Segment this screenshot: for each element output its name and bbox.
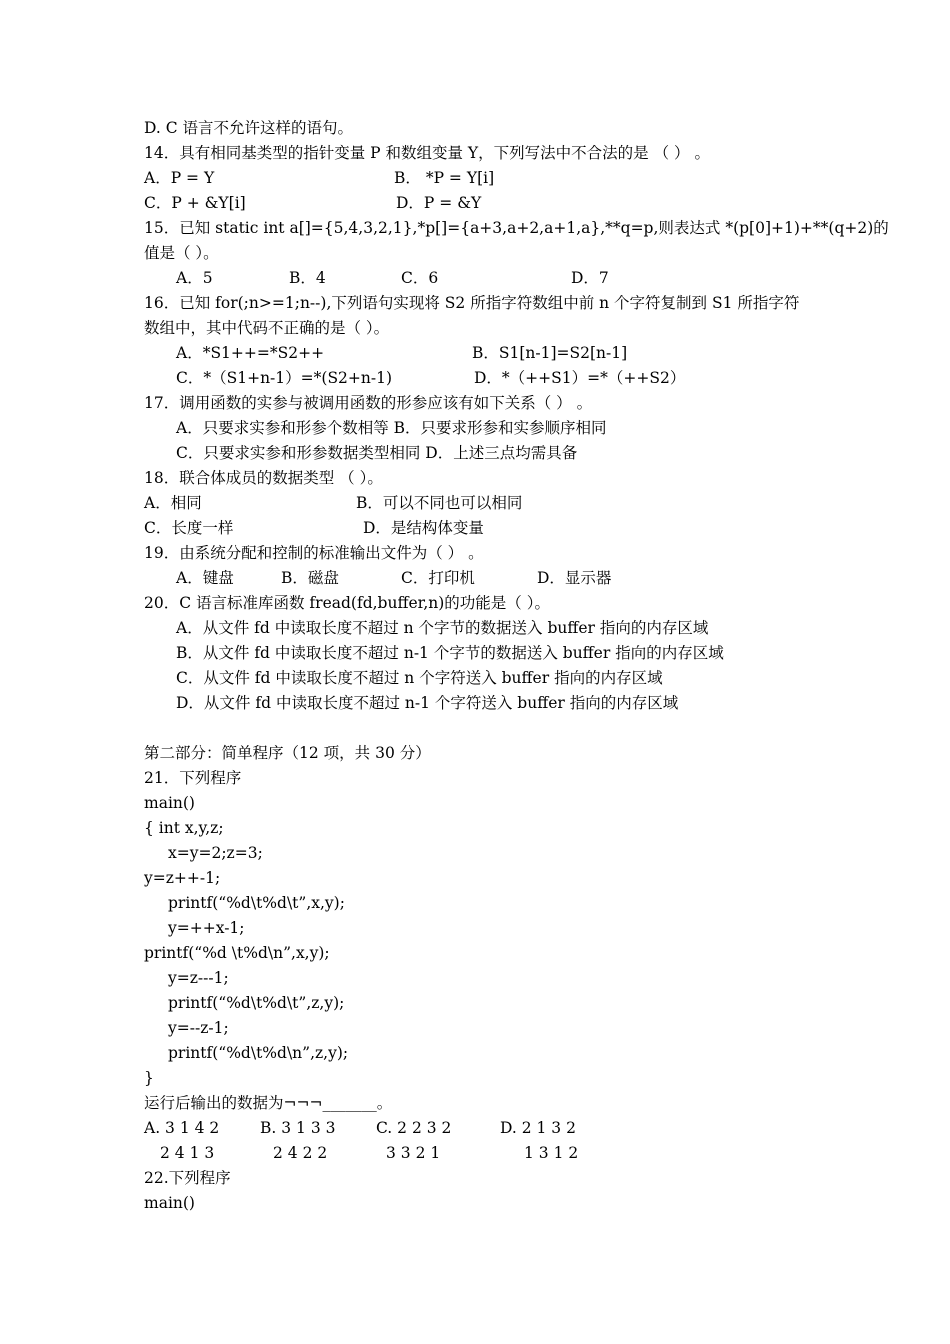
q16-stem-line1: 16．已知 for(;n>=1;n--),下列语句实现将 S2 所指字符数组中前 n 个字符复制到 S1 所指字符 — [144, 294, 800, 312]
q21-stem: 21．下列程序 — [144, 769, 242, 787]
q20-option-a: A．从文件 fd 中读取长度不超过 n 个字节的数据送入 buffer 指向的内存区域 — [176, 619, 709, 637]
q21-option-a-line1: A. 3 1 4 2 — [144, 1119, 220, 1137]
q15-option-a: A．5 — [176, 269, 213, 287]
q15-option-b: B．4 — [289, 269, 326, 287]
q15-stem-line1: 15．已知 static int a[]={5,4,3,2,1},*p[]={a+3,a+2,a+1,a},**q=p,则表达式 *(p[0]+1)+**(q+2)的 — [144, 219, 889, 237]
q21-code-line: y=++x-1; — [168, 919, 245, 937]
q16-option-d: D．*（++S1）=*（++S2） — [474, 369, 686, 387]
q18-option-d: D．是结构体变量 — [363, 519, 484, 537]
q13-option-d: D. C 语言不允许这样的语句。 — [144, 119, 354, 137]
q21-code-line: printf(“%d \t%d\n”,x,y); — [144, 944, 330, 962]
q21-code-line: printf(“%d\t%d\n”,z,y); — [168, 1044, 349, 1062]
q19-option-c: C．打印机 — [401, 569, 475, 587]
q21-option-c-line1: C. 2 2 3 2 — [376, 1119, 452, 1137]
q16-option-b: B．S1[n-1]=S2[n-1] — [472, 344, 628, 362]
q21-code-line: x=y=2;z=3; — [168, 844, 263, 862]
q21-result-prompt: 运行后输出的数据为¬¬¬_______。 — [144, 1094, 393, 1112]
q18-option-b: B．可以不同也可以相同 — [356, 494, 523, 512]
q19-option-b: B．磁盘 — [281, 569, 339, 587]
q20-stem: 20．C 语言标准库函数 fread(fd,buffer,n)的功能是（ ）。 — [144, 594, 550, 612]
q20-option-b: B．从文件 fd 中读取长度不超过 n-1 个字节的数据送入 buffer 指向的内存区域 — [176, 644, 724, 662]
q16-option-a: A．*S1++=*S2++ — [176, 344, 325, 362]
q16-stem-line2: 数组中，其中代码不正确的是（ ）。 — [144, 319, 390, 337]
q19-stem: 19．由系统分配和控制的标准输出文件为（ ） 。 — [144, 544, 484, 562]
q17-options-ab: A．只要求实参和形参个数相等 B．只要求形参和实参顺序相同 — [176, 419, 607, 437]
q21-option-d-line2: 1 3 1 2 — [524, 1144, 579, 1162]
q18-option-c: C．长度一样 — [144, 519, 234, 537]
q14-option-b: B． *P = Y[i] — [394, 169, 495, 187]
q20-option-c: C．从文件 fd 中读取长度不超过 n 个字符送入 buffer 指向的内存区域 — [176, 669, 663, 687]
q15-option-c: C．6 — [401, 269, 439, 287]
q21-code-line: y=z++-1; — [144, 869, 221, 887]
part2-heading: 第二部分：简单程序（12 项，共 30 分） — [144, 744, 431, 762]
q14-option-d: D．P = &Y — [396, 194, 482, 212]
q22-code-line: main() — [144, 1194, 195, 1212]
q18-option-a: A．相同 — [144, 494, 202, 512]
q14-option-c: C．P + &Y[i] — [144, 194, 246, 212]
q18-stem: 18．联合体成员的数据类型 （ ）。 — [144, 469, 383, 487]
q21-code-line: main() — [144, 794, 195, 812]
q22-stem: 22.下列程序 — [144, 1169, 231, 1187]
q21-option-a-line2: 2 4 1 3 — [160, 1144, 215, 1162]
q21-code-line: printf(“%d\t%d\t”,x,y); — [168, 894, 345, 912]
q21-code-line: } — [144, 1069, 154, 1087]
q21-option-d-line1: D. 2 1 3 2 — [500, 1119, 576, 1137]
q20-option-d: D．从文件 fd 中读取长度不超过 n-1 个字符送入 buffer 指向的内存区域 — [176, 694, 679, 712]
q21-option-c-line2: 3 3 2 1 — [386, 1144, 441, 1162]
q21-code-line: y=--z-1; — [168, 1019, 229, 1037]
q21-option-b-line1: B. 3 1 3 3 — [260, 1119, 336, 1137]
q15-option-d: D．7 — [571, 269, 609, 287]
q21-option-b-line2: 2 4 2 2 — [273, 1144, 328, 1162]
q19-option-a: A．键盘 — [176, 569, 234, 587]
q17-stem: 17．调用函数的实参与被调用函数的形参应该有如下关系（ ） 。 — [144, 394, 593, 412]
q21-code-line: y=z---1; — [168, 969, 229, 987]
q15-stem-line2: 值是（ ）。 — [144, 244, 219, 262]
q21-code-line: { int x,y,z; — [144, 819, 224, 837]
q21-code-line: printf(“%d\t%d\t”,z,y); — [168, 994, 345, 1012]
q16-option-c: C．*（S1+n-1）=*(S2+n-1) — [176, 369, 393, 387]
q14-stem: 14．具有相同基类型的指针变量 P 和数组变量 Y，下列写法中不合法的是 （ ） 。 — [144, 144, 710, 162]
q14-option-a: A．P = Y — [144, 169, 215, 187]
q17-options-cd: C．只要求实参和形参数据类型相同 D．上述三点均需具备 — [176, 444, 578, 462]
q19-option-d: D．显示器 — [537, 569, 612, 587]
